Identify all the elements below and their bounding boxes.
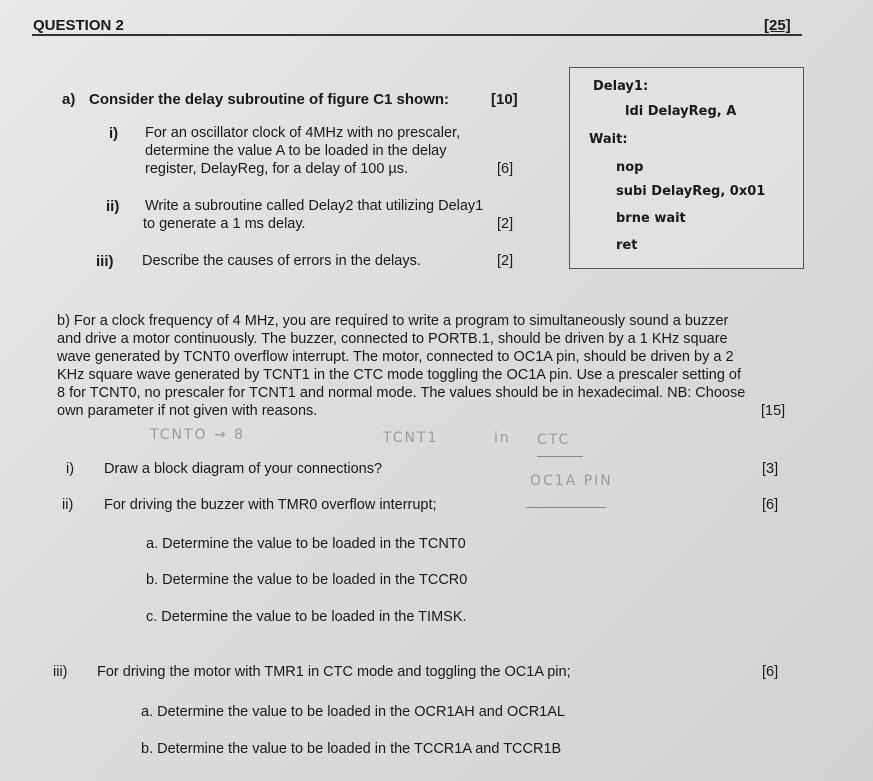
part-a-item-1-line-3: register, DelayReg, for a delay of 100 µs. [145, 161, 409, 177]
header-rule [32, 34, 802, 36]
part-b-item-2-num: ii) [62, 497, 74, 513]
part-b-item-3-text: For driving the motor with TMR1 in CTC mode and toggling the OC1A pin; [97, 664, 571, 680]
part-b-line-1: b) For a clock frequency of 4 MHz, you are required to write a program to simultaneously sound a buzzer [57, 313, 729, 329]
part-a-item-1-num: i) [109, 125, 119, 142]
part-b-item-2-text: For driving the buzzer with TMR0 overflow interrupt; [104, 497, 437, 513]
part-b-item-1-num: i) [66, 461, 75, 477]
part-b-item-2-marks: [6] [762, 497, 779, 513]
part-a-label: a) [62, 91, 76, 108]
part-b-item-1-marks: [3] [762, 461, 779, 477]
code-line-ldi: ldi DelayReg, A [625, 104, 737, 119]
part-a-item-2-line-1: Write a subroutine called Delay2 that utilizing Delay1 [145, 198, 484, 214]
part-b-item-3-marks: [6] [762, 664, 779, 680]
code-line-brne: brne wait [616, 211, 686, 226]
part-b-line-3: wave generated by TCNT0 overflow interrupt. The motor, connected to OC1A pin, should be driven by a 2 [57, 349, 734, 365]
part-b-item-3-sub-a: a. Determine the value to be loaded in the OCR1AH and OCR1AL [141, 704, 565, 720]
part-a-item-3-num: iii) [96, 253, 114, 270]
part-b-line-4: KHz square wave generated by TCNT1 in the CTC mode toggling the OC1A pin. Use a prescaler setting of [57, 367, 741, 383]
part-a-item-1-marks: [6] [497, 161, 514, 177]
handwritten-underline-ctc [537, 456, 583, 457]
figure-c1-code-box [569, 67, 804, 269]
part-b-item-2-sub-c: c. Determine the value to be loaded in the TIMSK. [146, 609, 467, 625]
code-line-label-wait: Wait: [589, 132, 628, 147]
part-a-item-2-marks: [2] [497, 216, 514, 232]
part-a-item-2-num: ii) [106, 198, 120, 215]
part-a-marks: [10] [491, 91, 518, 108]
part-a-item-1-line-1: For an oscillator clock of 4MHz with no prescaler, [145, 125, 461, 141]
handwritten-oc1a-pin: OC1A PIN [530, 473, 613, 489]
handwritten-tcnt1: TCNT1 [383, 430, 439, 446]
part-b-item-3-num: iii) [53, 664, 68, 680]
code-line-nop: nop [616, 160, 644, 175]
handwritten-tcnt0-8: TCNTO → 8 [150, 427, 246, 443]
part-b-line-6: own parameter if not given with reasons. [57, 403, 318, 419]
handwritten-in: in [494, 430, 511, 446]
part-a-item-3-marks: [2] [497, 253, 514, 269]
part-b-item-3-sub-b: b. Determine the value to be loaded in the TCCR1A and TCCR1B [141, 741, 562, 757]
part-a-item-2-line-2: to generate a 1 ms delay. [143, 216, 306, 232]
part-b-marks: [15] [761, 403, 786, 419]
part-b-line-5: 8 for TCNT0, no prescaler for TCNT1 and normal mode. The values should be in hexadecimal. NB: Choose [57, 385, 746, 401]
part-b-item-2-sub-b: b. Determine the value to be loaded in the TCCR0 [146, 572, 468, 588]
code-line-subi: subi DelayReg, 0x01 [616, 184, 766, 199]
handwritten-underline-oc1a [526, 507, 606, 508]
part-a-text: Consider the delay subroutine of figure C1 shown: [89, 91, 450, 108]
code-line-ret: ret [616, 238, 638, 253]
part-a-item-3-line-1: Describe the causes of errors in the delays. [142, 253, 421, 269]
code-line-label-delay1: Delay1: [593, 79, 649, 94]
part-b-item-2-sub-a: a. Determine the value to be loaded in the TCNT0 [146, 536, 466, 552]
part-b-item-1-text: Draw a block diagram of your connections? [104, 461, 383, 477]
question-marks: [25] [764, 17, 791, 34]
part-a-item-1-line-2: determine the value A to be loaded in the delay [145, 143, 447, 159]
question-title: QUESTION 2 [33, 17, 124, 34]
handwritten-ctc: CTC [537, 432, 571, 448]
part-b-line-2: and drive a motor continuously. The buzzer, connected to PORTB.1, should be driven by a 1 KHz square [57, 331, 728, 347]
